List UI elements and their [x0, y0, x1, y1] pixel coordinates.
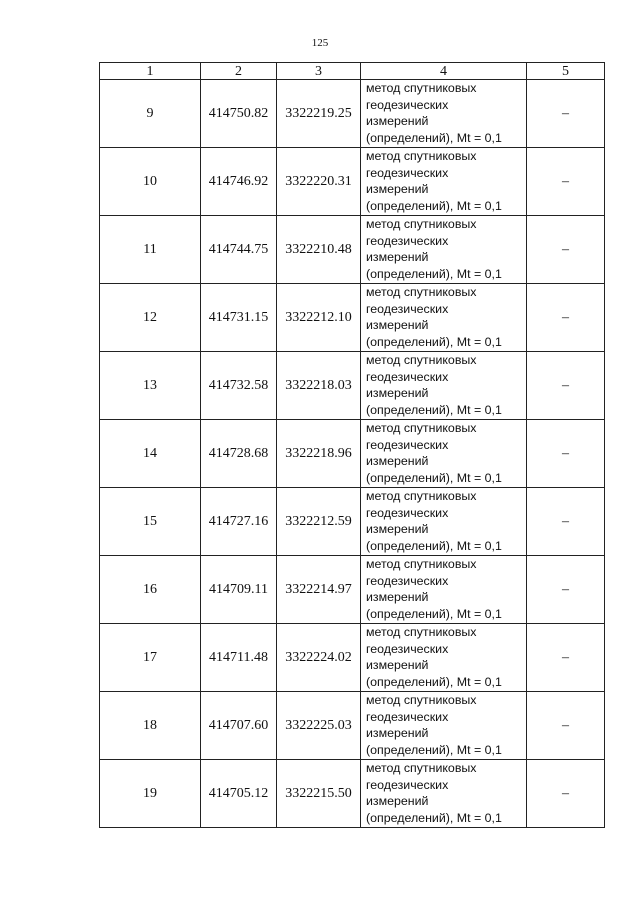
- method-line: (определений), Mt = 0,1: [366, 130, 502, 145]
- point-number-cell: 18: [100, 692, 201, 760]
- method-line: метод спутниковых: [366, 761, 477, 775]
- method-cell: [361, 80, 527, 148]
- point-number-cell: 17: [100, 624, 201, 692]
- y-coordinate-cell: 3322225.03: [277, 692, 361, 760]
- page-number: 125: [311, 37, 329, 49]
- header-row: [100, 63, 605, 80]
- method-line: (определений), Mt = 0,1: [366, 742, 502, 757]
- y-coordinate-cell: 3322220.31: [277, 148, 361, 216]
- method-line: измерений: [366, 590, 429, 605]
- method-line: (определений), Mt = 0,1: [366, 198, 502, 213]
- x-coordinate-cell: 414705.12: [201, 760, 277, 828]
- y-coordinate-cell: 3322218.03: [277, 352, 361, 420]
- method-line: (определений), Mt = 0,1: [366, 402, 502, 417]
- table-row: [100, 760, 605, 828]
- method-line: метод спутниковых: [366, 217, 477, 231]
- note-cell: –: [527, 488, 605, 556]
- method-cell: [361, 420, 527, 488]
- method-line: метод спутниковых: [366, 693, 477, 707]
- method-line: метод спутниковых: [366, 149, 477, 163]
- note-cell: –: [527, 420, 605, 488]
- point-number-cell: 19: [100, 760, 201, 828]
- y-coordinate-cell: 3322214.97: [277, 556, 361, 624]
- y-coordinate-cell: 3322210.48: [277, 216, 361, 284]
- coordinates-table: [99, 62, 605, 828]
- note-cell: –: [527, 284, 605, 352]
- point-number-cell: 13: [100, 352, 201, 420]
- method-cell: [361, 216, 527, 284]
- note-cell: –: [527, 352, 605, 420]
- method-line: геодезических: [366, 641, 449, 656]
- y-coordinate-cell: 3322215.50: [277, 760, 361, 828]
- method-line: (определений), Mt = 0,1: [366, 334, 502, 349]
- table-row: [100, 148, 605, 216]
- method-line: измерений: [366, 522, 429, 537]
- method-line: геодезических: [366, 505, 449, 520]
- x-coordinate-cell: 414727.16: [201, 488, 277, 556]
- x-coordinate-cell: 414731.15: [201, 284, 277, 352]
- table-row: [100, 216, 605, 284]
- point-number-cell: 16: [100, 556, 201, 624]
- method-line: (определений), Mt = 0,1: [366, 470, 502, 485]
- y-coordinate-cell: 3322212.59: [277, 488, 361, 556]
- x-coordinate-cell: 414744.75: [201, 216, 277, 284]
- method-line: (определений), Mt = 0,1: [366, 810, 502, 825]
- method-line: геодезических: [366, 573, 449, 588]
- table-row: [100, 80, 605, 148]
- point-number-cell: 9: [100, 80, 201, 148]
- table-header: [100, 63, 605, 80]
- method-line: геодезических: [366, 709, 449, 724]
- note-cell: –: [527, 692, 605, 760]
- x-coordinate-cell: 414746.92: [201, 148, 277, 216]
- method-line: измерений: [366, 726, 429, 741]
- method-line: (определений), Mt = 0,1: [366, 538, 502, 553]
- method-line: метод спутниковых: [366, 285, 477, 299]
- header-col-1: 1: [100, 63, 201, 80]
- method-line: (определений), Mt = 0,1: [366, 266, 502, 281]
- method-line: метод спутниковых: [366, 421, 477, 435]
- method-line: измерений: [366, 114, 429, 129]
- point-number-cell: 14: [100, 420, 201, 488]
- point-number-cell: 15: [100, 488, 201, 556]
- header-col-3: 3: [277, 63, 361, 80]
- method-line: метод спутниковых: [366, 489, 477, 503]
- method-cell: [361, 284, 527, 352]
- note-cell: –: [527, 556, 605, 624]
- method-line: измерений: [366, 794, 429, 809]
- method-line: геодезических: [366, 165, 449, 180]
- table-row: [100, 284, 605, 352]
- method-line: (определений), Mt = 0,1: [366, 674, 502, 689]
- x-coordinate-cell: 414732.58: [201, 352, 277, 420]
- method-cell: [361, 760, 527, 828]
- table-row: [100, 420, 605, 488]
- note-cell: –: [527, 80, 605, 148]
- table-row: [100, 488, 605, 556]
- point-number-cell: 11: [100, 216, 201, 284]
- x-coordinate-cell: 414750.82: [201, 80, 277, 148]
- y-coordinate-cell: 3322224.02: [277, 624, 361, 692]
- method-line: измерений: [366, 386, 429, 401]
- note-cell: –: [527, 624, 605, 692]
- method-line: геодезических: [366, 437, 449, 452]
- method-line: измерений: [366, 658, 429, 673]
- y-coordinate-cell: 3322212.10: [277, 284, 361, 352]
- x-coordinate-cell: 414711.48: [201, 624, 277, 692]
- note-cell: –: [527, 148, 605, 216]
- method-line: метод спутниковых: [366, 557, 477, 571]
- y-coordinate-cell: 3322218.96: [277, 420, 361, 488]
- method-line: метод спутниковых: [366, 81, 477, 95]
- method-cell: [361, 488, 527, 556]
- header-col-5: 5: [527, 63, 605, 80]
- method-line: геодезических: [366, 97, 449, 112]
- method-line: геодезических: [366, 369, 449, 384]
- method-cell: [361, 556, 527, 624]
- note-cell: –: [527, 216, 605, 284]
- method-line: геодезических: [366, 777, 449, 792]
- method-line: измерений: [366, 250, 429, 265]
- method-line: измерений: [366, 318, 429, 333]
- x-coordinate-cell: 414707.60: [201, 692, 277, 760]
- header-col-4: 4: [361, 63, 527, 80]
- y-coordinate-cell: 3322219.25: [277, 80, 361, 148]
- method-cell: [361, 692, 527, 760]
- x-coordinate-cell: 414709.11: [201, 556, 277, 624]
- method-line: метод спутниковых: [366, 353, 477, 367]
- note-cell: –: [527, 760, 605, 828]
- method-cell: [361, 148, 527, 216]
- table-row: [100, 352, 605, 420]
- point-number-cell: 12: [100, 284, 201, 352]
- method-cell: [361, 624, 527, 692]
- table-body: [100, 80, 605, 828]
- method-line: измерений: [366, 454, 429, 469]
- x-coordinate-cell: 414728.68: [201, 420, 277, 488]
- method-cell: [361, 352, 527, 420]
- table-row: [100, 624, 605, 692]
- method-line: (определений), Mt = 0,1: [366, 606, 502, 621]
- method-line: измерений: [366, 182, 429, 197]
- point-number-cell: 10: [100, 148, 201, 216]
- method-line: геодезических: [366, 233, 449, 248]
- table-row: [100, 692, 605, 760]
- table-row: [100, 556, 605, 624]
- method-line: метод спутниковых: [366, 625, 477, 639]
- header-col-2: 2: [201, 63, 277, 80]
- method-line: геодезических: [366, 301, 449, 316]
